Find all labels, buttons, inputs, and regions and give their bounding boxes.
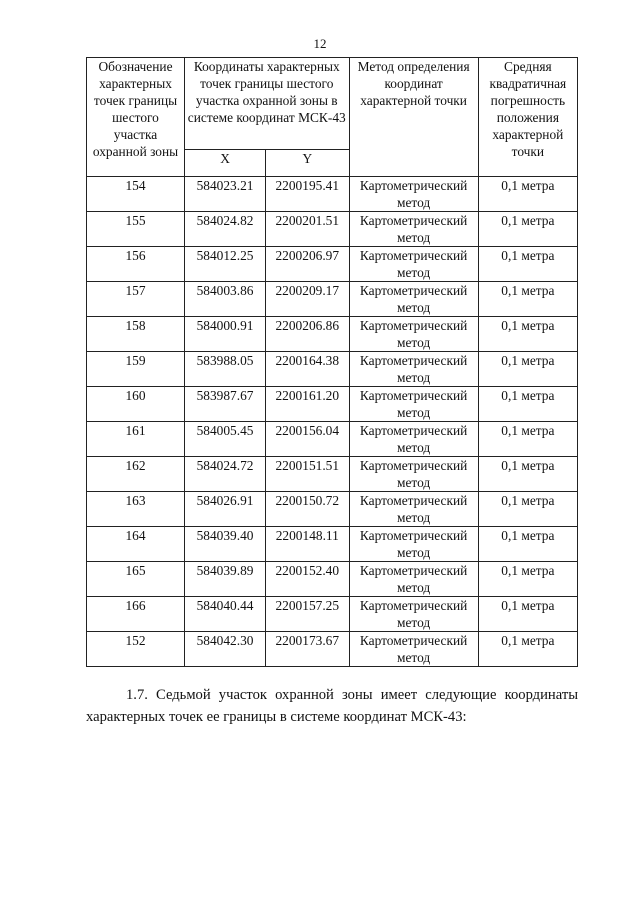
- table-row: [87, 457, 578, 492]
- header-error: Средняя квадратичная погрешность положения характерной точки: [478, 58, 577, 177]
- error-cell: 0,1 метра: [478, 282, 577, 317]
- point-number-cell: 154: [87, 177, 185, 212]
- y-coordinate-cell: 2200161.20: [266, 387, 349, 422]
- table-row: [87, 387, 578, 422]
- header-point-designation: Обозначение характерных точек границы шестого участка охранной зоны: [87, 58, 185, 177]
- coordinates-table: [86, 57, 578, 667]
- point-number-cell: 161: [87, 422, 185, 457]
- error-cell: 0,1 метра: [478, 527, 577, 562]
- point-number-cell: 157: [87, 282, 185, 317]
- table-row: [87, 422, 578, 457]
- error-cell: 0,1 метра: [478, 387, 577, 422]
- table-row: [87, 247, 578, 282]
- error-cell: 0,1 метра: [478, 492, 577, 527]
- y-coordinate-cell: 2200150.72: [266, 492, 349, 527]
- error-cell: 0,1 метра: [478, 597, 577, 632]
- table-row: [87, 282, 578, 317]
- point-number-cell: 160: [87, 387, 185, 422]
- x-coordinate-cell: 584024.72: [185, 457, 266, 492]
- y-coordinate-cell: 2200201.51: [266, 212, 349, 247]
- method-cell: Картометрический метод: [349, 352, 478, 387]
- error-cell: 0,1 метра: [478, 177, 577, 212]
- paragraph-section-1-7: 1.7. Седьмой участок охранной зоны имеет следующие координаты характерных точек ее границы в системе координат МСК-43:: [86, 687, 578, 725]
- y-coordinate-cell: 2200195.41: [266, 177, 349, 212]
- error-cell: 0,1 метра: [478, 562, 577, 597]
- error-cell: 0,1 метра: [478, 422, 577, 457]
- point-number-cell: 156: [87, 247, 185, 282]
- point-number-cell: 158: [87, 317, 185, 352]
- header-y: Y: [266, 150, 349, 177]
- method-cell: Картометрический метод: [349, 562, 478, 597]
- header-x: X: [185, 150, 266, 177]
- error-cell: 0,1 метра: [478, 247, 577, 282]
- point-number-cell: 164: [87, 527, 185, 562]
- method-cell: Картометрический метод: [349, 492, 478, 527]
- point-number-cell: 163: [87, 492, 185, 527]
- table-row: [87, 632, 578, 667]
- table-row: [87, 492, 578, 527]
- error-cell: 0,1 метра: [478, 632, 577, 667]
- method-cell: Картометрический метод: [349, 177, 478, 212]
- table-row: [87, 212, 578, 247]
- table-row: [87, 177, 578, 212]
- method-cell: Картометрический метод: [349, 212, 478, 247]
- point-number-cell: 166: [87, 597, 185, 632]
- point-number-cell: 165: [87, 562, 185, 597]
- method-cell: Картометрический метод: [349, 282, 478, 317]
- x-coordinate-cell: 584000.91: [185, 317, 266, 352]
- header-method: Метод определения координат характерной точки: [349, 58, 478, 177]
- point-number-cell: 152: [87, 632, 185, 667]
- method-cell: Картометрический метод: [349, 422, 478, 457]
- x-coordinate-cell: 584039.89: [185, 562, 266, 597]
- x-coordinate-cell: 584039.40: [185, 527, 266, 562]
- y-coordinate-cell: 2200151.51: [266, 457, 349, 492]
- y-coordinate-cell: 2200173.67: [266, 632, 349, 667]
- table-row: [87, 562, 578, 597]
- x-coordinate-cell: 584026.91: [185, 492, 266, 527]
- method-cell: Картометрический метод: [349, 457, 478, 492]
- table-row: [87, 352, 578, 387]
- table-row: [87, 527, 578, 562]
- method-cell: Картометрический метод: [349, 632, 478, 667]
- method-cell: Картометрический метод: [349, 317, 478, 352]
- error-cell: 0,1 метра: [478, 212, 577, 247]
- error-cell: 0,1 метра: [478, 352, 577, 387]
- error-cell: 0,1 метра: [478, 457, 577, 492]
- point-number-cell: 159: [87, 352, 185, 387]
- method-cell: Картометрический метод: [349, 597, 478, 632]
- x-coordinate-cell: 583987.67: [185, 387, 266, 422]
- method-cell: Картометрический метод: [349, 527, 478, 562]
- x-coordinate-cell: 584012.25: [185, 247, 266, 282]
- x-coordinate-cell: 584023.21: [185, 177, 266, 212]
- y-coordinate-cell: 2200206.97: [266, 247, 349, 282]
- y-coordinate-cell: 2200164.38: [266, 352, 349, 387]
- method-cell: Картометрический метод: [349, 387, 478, 422]
- x-coordinate-cell: 584040.44: [185, 597, 266, 632]
- table-row: [87, 317, 578, 352]
- x-coordinate-cell: 584024.82: [185, 212, 266, 247]
- y-coordinate-cell: 2200209.17: [266, 282, 349, 317]
- error-cell: 0,1 метра: [478, 317, 577, 352]
- point-number-cell: 162: [87, 457, 185, 492]
- y-coordinate-cell: 2200157.25: [266, 597, 349, 632]
- x-coordinate-cell: 584005.45: [185, 422, 266, 457]
- page-number: 12: [313, 36, 327, 51]
- y-coordinate-cell: 2200206.86: [266, 317, 349, 352]
- y-coordinate-cell: 2200148.11: [266, 527, 349, 562]
- y-coordinate-cell: 2200152.40: [266, 562, 349, 597]
- header-coordinates: Координаты характерных точек границы шестого участка охранной зоны в системе координат МСК-43: [185, 58, 349, 150]
- x-coordinate-cell: 584003.86: [185, 282, 266, 317]
- method-cell: Картометрический метод: [349, 247, 478, 282]
- x-coordinate-cell: 584042.30: [185, 632, 266, 667]
- point-number-cell: 155: [87, 212, 185, 247]
- table-row: [87, 597, 578, 632]
- y-coordinate-cell: 2200156.04: [266, 422, 349, 457]
- x-coordinate-cell: 583988.05: [185, 352, 266, 387]
